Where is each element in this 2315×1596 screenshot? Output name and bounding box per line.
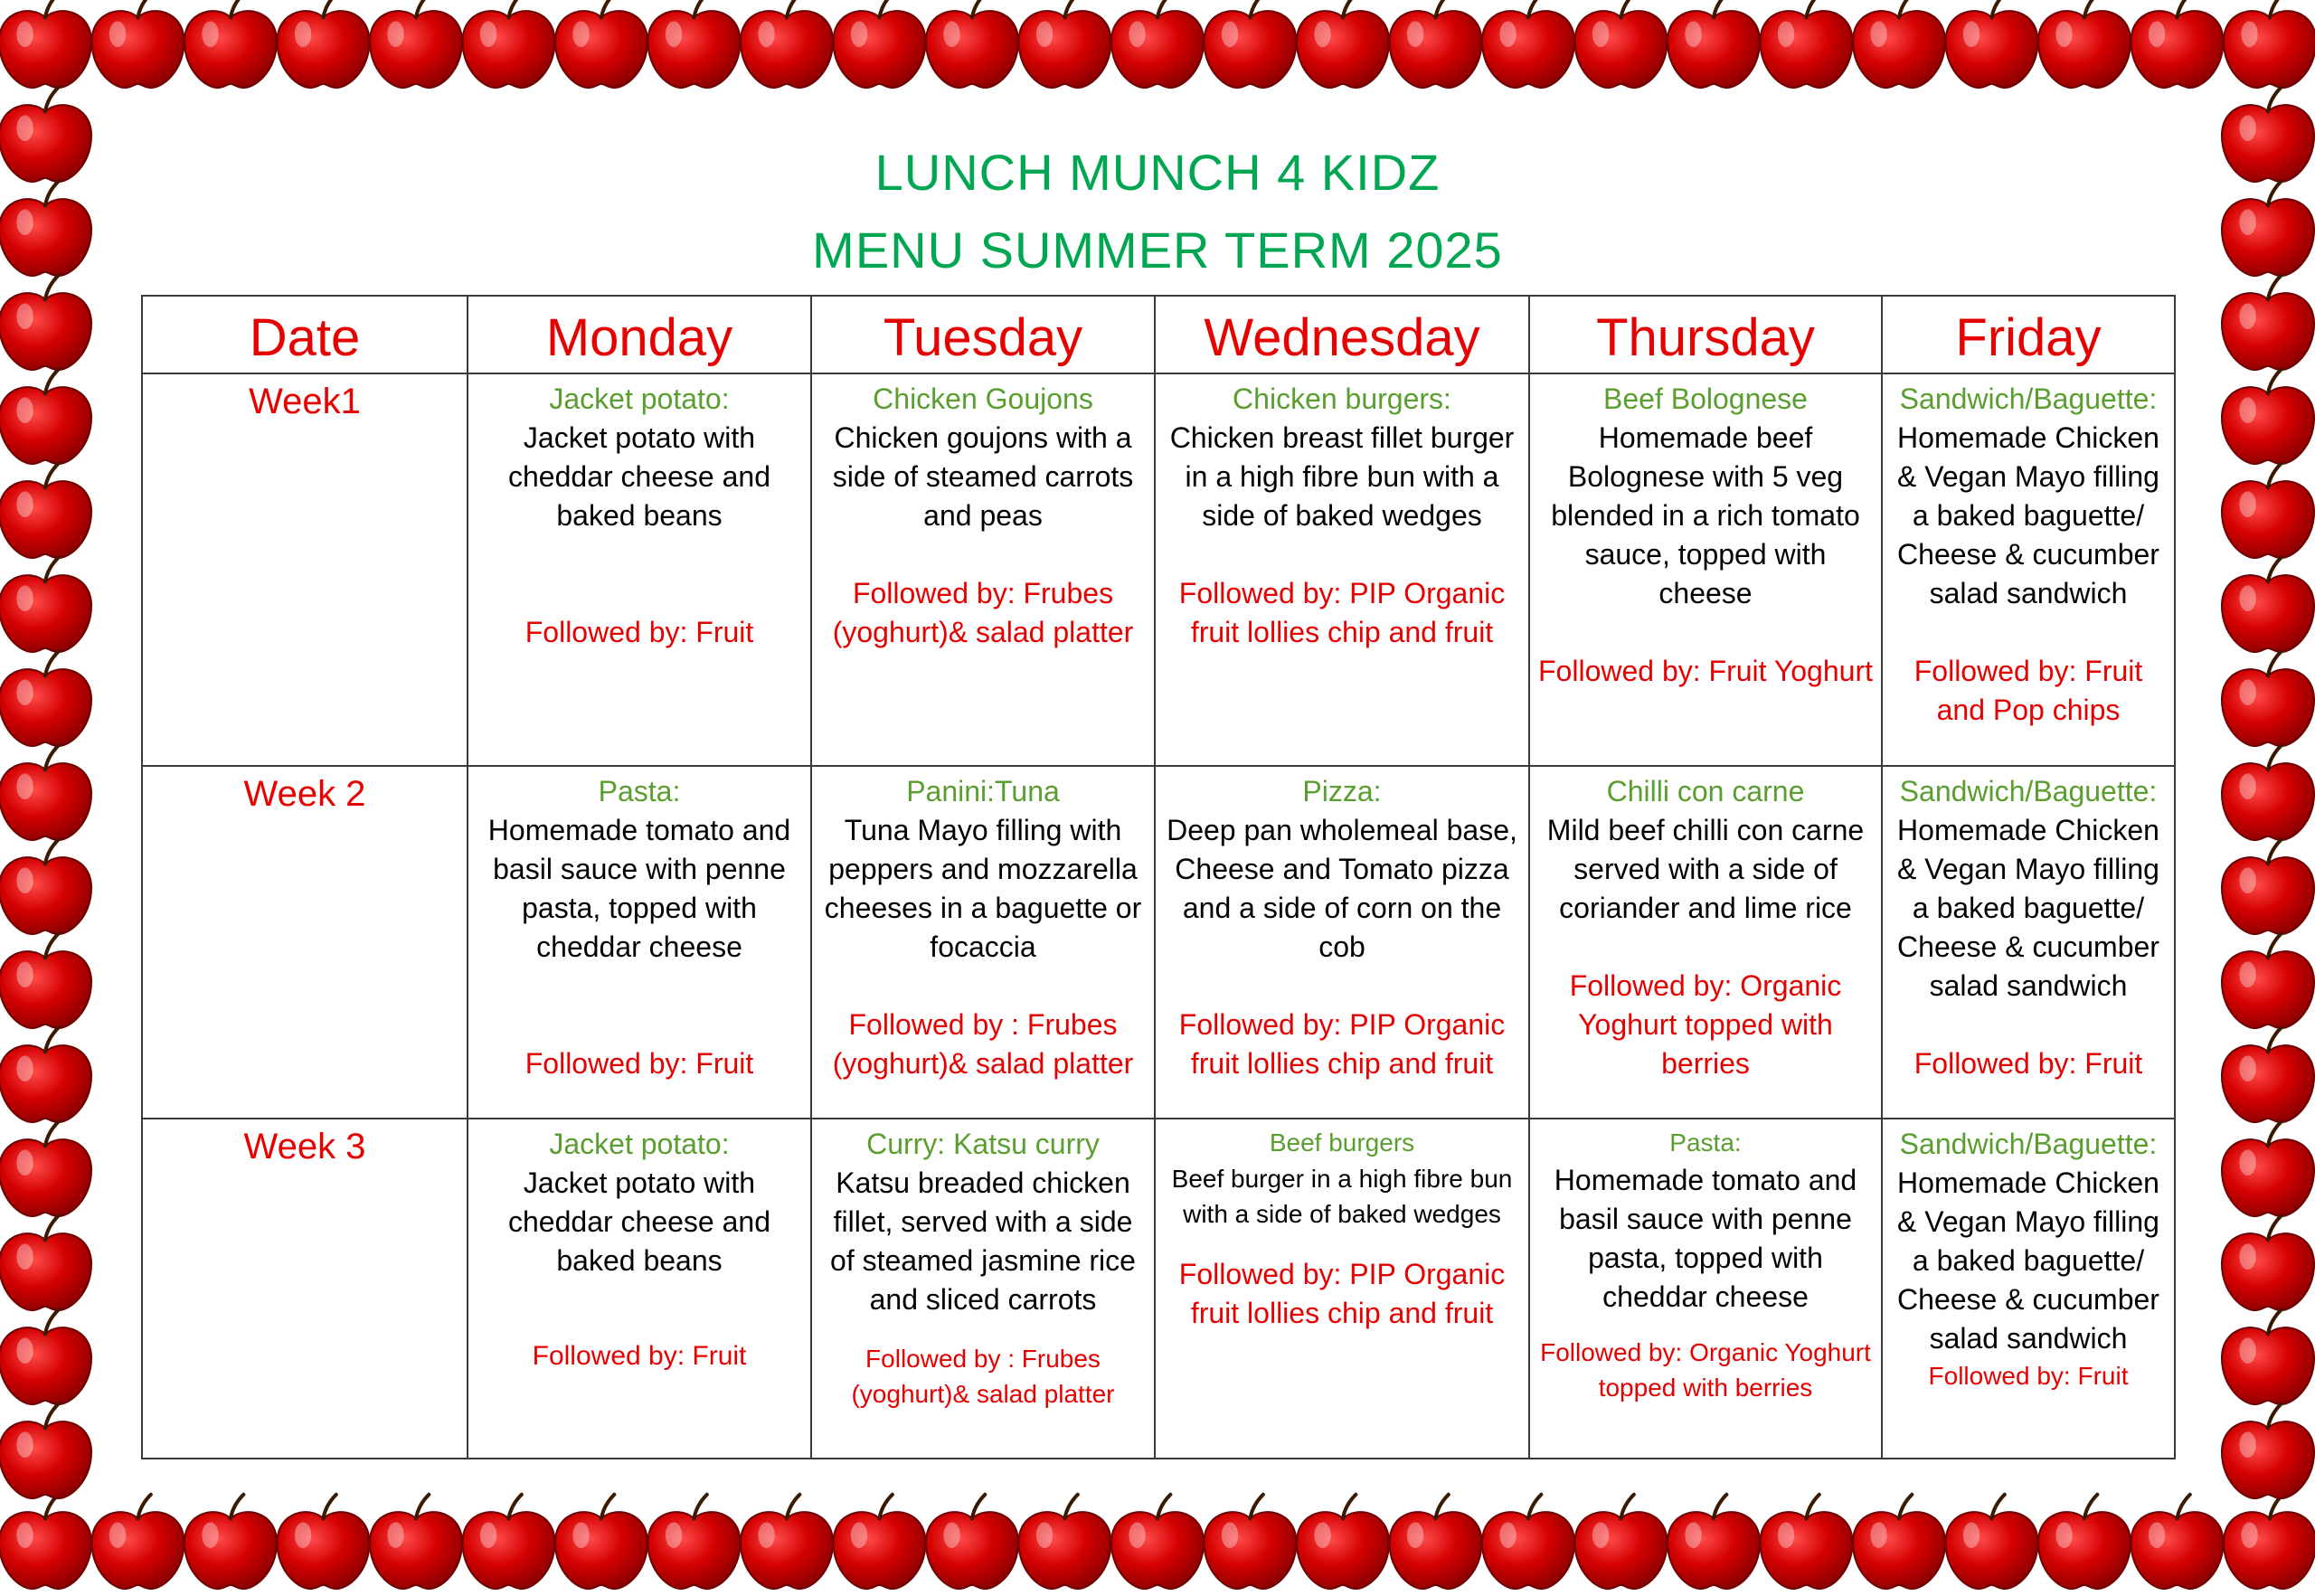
- apple-icon: [0, 1122, 91, 1216]
- menu-cell: [468, 1119, 811, 1459]
- week-label: Week 3: [142, 1119, 468, 1459]
- apple-icon: [184, 0, 277, 88]
- menu-cell: [811, 373, 1155, 766]
- apple-icon: [2224, 0, 2315, 88]
- apple-icon: [926, 0, 1018, 88]
- header-date: Date: [142, 296, 468, 373]
- dish-description: Mild beef chilli con carne served with a side of coriander and lime rice: [1546, 814, 1865, 924]
- header-tuesday: Tuesday: [811, 296, 1155, 373]
- apple-icon: [1019, 1495, 1111, 1589]
- apple-icon: [1297, 1495, 1389, 1589]
- apple-icon: [741, 1495, 833, 1589]
- menu-cell: [1882, 766, 2175, 1119]
- apple-icon: [926, 1495, 1018, 1589]
- dish-description: Chicken breast fillet burger in a high fibre bun with a side of baked wedges: [1169, 421, 1515, 532]
- apple-icon: [2222, 558, 2314, 652]
- week-row: [142, 1119, 2175, 1459]
- dish-name: Beef Bolognese: [1603, 382, 1808, 415]
- followed-by: Followed by: Fruit: [1928, 1362, 2129, 1390]
- apple-icon: [555, 1495, 647, 1589]
- dish-description: Homemade beef Bolognese with 5 veg blended in a rich tomato sauce, topped with cheese: [1551, 421, 1860, 609]
- week-label: Week1: [142, 373, 468, 766]
- title-line-1: LUNCH MUNCH 4 KIDZ: [874, 144, 1441, 201]
- apple-icon: [1668, 0, 1760, 88]
- apple-icon: [2222, 1028, 2314, 1122]
- apple-icon: [2222, 370, 2314, 464]
- apple-icon: [2224, 1495, 2315, 1589]
- menu-cell: [1155, 766, 1529, 1119]
- followed-by: Followed by: Fruit and Pop chips: [1913, 655, 2143, 726]
- menu-cell: [1155, 1119, 1529, 1459]
- dish-name: Beef burgers: [1269, 1129, 1415, 1157]
- dish-name: Chilli con carne: [1606, 775, 1805, 807]
- apple-icon: [184, 1495, 277, 1589]
- dish-description: Chicken goujons with a side of steamed carrots and peas: [832, 421, 1134, 532]
- apple-icon: [1390, 0, 1482, 88]
- apple-icon: [92, 1495, 184, 1589]
- apple-icon: [2222, 1216, 2314, 1310]
- dish-description: Jacket potato with cheddar cheese and baked beans: [508, 1166, 770, 1277]
- apple-icon: [0, 464, 91, 558]
- apple-icon: [1297, 0, 1389, 88]
- dish-description: Tuna Mayo filling with peppers and mozzarella cheeses in a baguette or focaccia: [824, 814, 1142, 963]
- apple-icon: [0, 370, 91, 464]
- apple-icon: [0, 934, 91, 1028]
- dish-description: Homemade Chicken & Vegan Mayo filling a baked baguette/ Cheese & cucumber salad sandwich: [1897, 1166, 2159, 1355]
- week-label: Week 2: [142, 766, 468, 1119]
- dish-description: Homemade Chicken & Vegan Mayo filling a baked baguette/ Cheese & cucumber salad sandwich: [1897, 421, 2159, 609]
- apple-icon: [1761, 1495, 1853, 1589]
- header-wednesday: Wednesday: [1155, 296, 1529, 373]
- apple-icon: [0, 1495, 91, 1589]
- apple-icon: [1482, 0, 1574, 88]
- menu-cell: [1155, 373, 1529, 766]
- followed-by: Followed by: Fruit: [1913, 1047, 2143, 1080]
- apple-icon: [648, 0, 741, 88]
- dish-name: Pizza:: [1302, 775, 1382, 807]
- header-friday: Friday: [1882, 296, 2175, 373]
- followed-by: Followed by: Fruit: [524, 1047, 754, 1080]
- followed-by: Followed by: Organic Yoghurt topped with berries: [1540, 1338, 1871, 1402]
- dish-description: Homemade Chicken & Vegan Mayo filling a baked baguette/ Cheese & cucumber salad sandwich: [1897, 814, 2159, 1002]
- menu-cell: [1882, 1119, 2175, 1459]
- apple-icon: [0, 1310, 91, 1404]
- menu-cell: [811, 1119, 1155, 1459]
- apple-icon: [1946, 0, 2038, 88]
- dish-name: Jacket potato:: [549, 382, 730, 415]
- apple-icon: [1668, 1495, 1760, 1589]
- apple-icon: [0, 276, 91, 370]
- apple-icon: [1761, 0, 1853, 88]
- dish-name: Sandwich/Baguette:: [1899, 1128, 2158, 1160]
- week-row: [142, 373, 2175, 766]
- apple-icon: [1575, 0, 1668, 88]
- dish-name: Sandwich/Baguette:: [1899, 382, 2158, 415]
- apple-icon: [2222, 1122, 2314, 1216]
- followed-by: Followed by: PIP Organic fruit lollies chip and fruit: [1178, 577, 1506, 648]
- dish-description: Jacket potato with cheddar cheese and baked beans: [508, 421, 770, 532]
- dish-name: Curry: Katsu curry: [866, 1128, 1100, 1160]
- followed-by: Followed by: Frubes (yoghurt)& salad platter: [832, 577, 1134, 648]
- week-row: [142, 766, 2175, 1119]
- followed-by: Followed by: Fruit Yoghurt: [1538, 655, 1873, 687]
- followed-by: Followed by: PIP Organic fruit lollies chip and fruit: [1178, 1008, 1506, 1080]
- menu-cell: [1529, 373, 1882, 766]
- apple-icon: [1575, 1495, 1668, 1589]
- dish-name: Pasta:: [598, 775, 681, 807]
- apple-icon: [0, 1216, 91, 1310]
- followed-by: Followed by: Fruit: [524, 616, 754, 648]
- apple-icon: [1390, 1495, 1482, 1589]
- apple-icon: [2222, 652, 2314, 746]
- apple-icon: [1482, 1495, 1574, 1589]
- apple-icon: [370, 1495, 462, 1589]
- apple-icon: [2222, 840, 2314, 934]
- followed-by: Followed by : Frubes (yoghurt)& salad platter: [832, 1008, 1134, 1080]
- dish-name: Sandwich/Baguette:: [1899, 775, 2158, 807]
- apple-icon: [0, 0, 91, 88]
- apple-icon: [2038, 1495, 2131, 1589]
- apple-icon: [1946, 1495, 2038, 1589]
- apple-icon: [834, 0, 926, 88]
- followed-by: Followed by: Organic Yoghurt topped with berries: [1569, 969, 1842, 1080]
- dish-name: Chicken burgers:: [1233, 382, 1451, 415]
- menu-cell: [1529, 1119, 1882, 1459]
- apple-icon: [0, 1028, 91, 1122]
- dish-description: Katsu breaded chicken fillet, served with a side of steamed jasmine rice and sliced carrots: [830, 1166, 1136, 1316]
- dish-description: Beef burger in a high fibre bun with a side of baked wedges: [1171, 1165, 1513, 1228]
- apple-icon: [278, 0, 370, 88]
- dish-description: Deep pan wholemeal base, Cheese and Tomato pizza and a side of corn on the cob: [1167, 814, 1517, 963]
- followed-by: Followed by : Frubes (yoghurt)& salad platter: [851, 1345, 1115, 1408]
- apple-icon: [555, 0, 647, 88]
- apple-icon: [463, 1495, 555, 1589]
- menu-cell: [468, 766, 811, 1119]
- apple-icon: [0, 840, 91, 934]
- title-line-2: MENU SUMMER TERM 2025: [812, 222, 1503, 279]
- menu-cell: [1529, 766, 1882, 1119]
- apple-icon: [463, 0, 555, 88]
- dish-name: Pasta:: [1669, 1129, 1742, 1157]
- header-row: [142, 296, 2175, 373]
- apple-icon: [2222, 276, 2314, 370]
- apple-icon: [1111, 0, 1204, 88]
- menu-cell: [811, 766, 1155, 1119]
- apple-icon: [1205, 0, 1297, 88]
- followed-by: Followed by: Fruit: [532, 1341, 747, 1371]
- dish-name: Jacket potato:: [549, 1128, 730, 1160]
- apple-icon: [1853, 0, 1945, 88]
- apple-icon: [2131, 1495, 2224, 1589]
- apple-icon: [834, 1495, 926, 1589]
- apple-icon: [0, 746, 91, 840]
- apple-icon: [2131, 0, 2224, 88]
- apple-icon: [2222, 934, 2314, 1028]
- apple-icon: [1853, 1495, 1945, 1589]
- apple-icon: [0, 1404, 91, 1498]
- dish-description: Homemade tomato and basil sauce with penne pasta, topped with cheddar cheese: [487, 814, 791, 963]
- header-thursday: Thursday: [1529, 296, 1882, 373]
- apple-icon: [278, 1495, 370, 1589]
- apple-icon: [2222, 1404, 2314, 1498]
- dish-name: Chicken Goujons: [873, 382, 1093, 415]
- dish-name: Panini:Tuna: [906, 775, 1060, 807]
- apple-icon: [2222, 746, 2314, 840]
- apple-icon: [2038, 0, 2131, 88]
- apple-icon: [0, 558, 91, 652]
- apple-icon: [2222, 464, 2314, 558]
- menu-cell: [1882, 373, 2175, 766]
- apple-icon: [1019, 0, 1111, 88]
- apple-icon: [741, 0, 833, 88]
- dish-description: Homemade tomato and basil sauce with penne pasta, topped with cheddar cheese: [1554, 1164, 1857, 1313]
- apple-icon: [0, 652, 91, 746]
- apple-icon: [370, 0, 462, 88]
- followed-by: Followed by: PIP Organic fruit lollies chip and fruit: [1178, 1258, 1506, 1329]
- menu-table: [141, 295, 2176, 1459]
- apple-icon: [648, 1495, 741, 1589]
- apple-icon: [1111, 1495, 1204, 1589]
- apple-icon: [92, 0, 184, 88]
- apple-icon: [1205, 1495, 1297, 1589]
- header-monday: Monday: [468, 296, 811, 373]
- apple-icon: [2222, 1310, 2314, 1404]
- menu-cell: [468, 373, 811, 766]
